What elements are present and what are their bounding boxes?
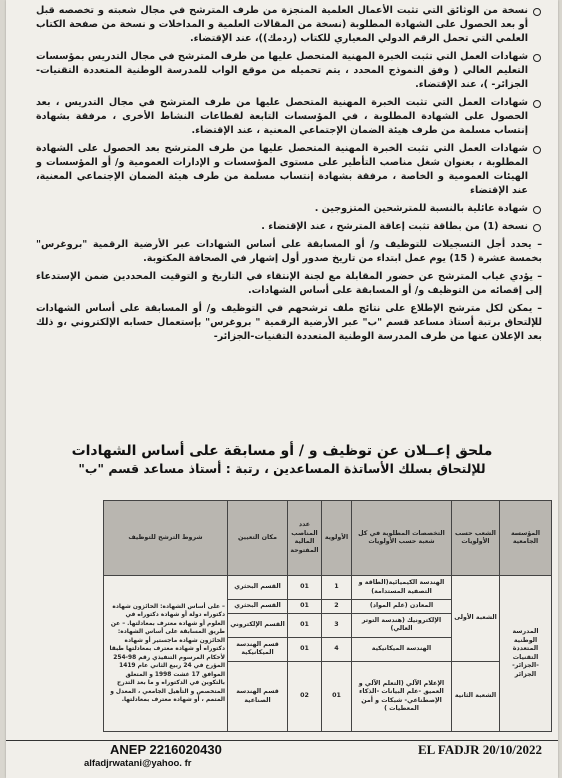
priority-cell: 2 [322,600,352,614]
institution-cell: المدرسة الوطنية المتعددة التقنيات -الجزائر- الجزائر [500,576,552,732]
header-specialties: التخصصات المطلوبة في كل شعبة حسب الأولويات [352,501,452,576]
anep-reference: ANEP 2216020430 [110,742,222,757]
announcement-body [36,4,542,348]
contact-email: alfadjrwatani@yahoo. fr [84,758,192,769]
header-field: الشعب حسب الأولويات [452,501,500,576]
posts-cell: 01 [288,613,322,637]
posts-cell: 01 [288,576,322,600]
positions-table [103,500,552,732]
priority-cell: 4 [322,637,352,661]
priority-cell: 1 [322,576,352,600]
newspaper-date: EL FADJR 20/10/2022 [418,742,542,757]
bullet-item: شهادات العمل التي تثبت الخبرة المهنية المتحصل عليها من طرف المترشح في مجال التدريس بمؤسسات التعليم العالي ( وفق النموذج المحدد ، يتم تحميله من موقع الواب للمدرسة الوطنية المتعددة التقنيات-الجزائر- )، عند الإقتضاء. [36,50,542,92]
header-priority: الأولوية [322,501,352,576]
bullet-item: شهادات العمل التي تثبت الخبرة المهنية المتحصل عليها من طرف المترشح بعد الحصول على الشهادة المطلوبة ، بعنوان شغل مناصب التأطير على مستوى المؤسسات و الإدارات العمومية و/ أو المؤسسات و الهيئات العمومية و الخاصة ، مرفقة بشهادة إنتساب مسلمة من طرف هيئة الضمان الإجتماعي المعنية، عند الإقتضاء [36,142,542,198]
specialty-cell: الهندسة الميكانيكية [352,637,452,661]
specialty-cell: المعادن (علم المواد) [352,600,452,614]
location-cell: القسم الإلكتروني [228,613,288,637]
page-footer [6,740,558,771]
paragraph: – يمكن لكل مترشح الإطلاع على نتائج ملف ترشحهم في التوظيف و/ أو المسابقة على أساس الشهادات للإلتحاق برتبة أستاذ مساعد قسم "ب" عبر الأرضية الرقمية " بروغرس" بإستعمال حسابه الإلكتروني ،و ذلك بعد الإعلان عنها من طرف المدرسة الوطنية المتعددة التقنيات-الجزائر- [36,303,542,342]
header-conditions: شروط الترشح للتوظيف [104,501,228,576]
newspaper-page [6,0,558,778]
priority-cell: 3 [322,613,352,637]
priority-cell: 01 [322,662,352,732]
bullet-item: شهادات العمل التي تثبت الخبرة المهنية المتحصل عليها من طرف المترشح في مجال التدريس ، بعد الحصول على الشهادة المطلوبة ، في المؤسسات التابعة لقطاعات النشاط الأخرى ، مرفقة بشهادة إنتساب مسلمة من طرف هيئة الضمان الإجتماعي المعنية ، عند الإقتضاء. [36,96,542,138]
annex-title [6,442,558,478]
field-cell: الشعبة الثانية [452,662,500,732]
location-cell: قسم الهندسة الميكانيكية [228,637,288,661]
location-cell: قسم الهندسة الصناعية [228,662,288,732]
paragraph: – يحدد أجل التسجيلات للتوظيف و/ أو المسابقة على أساس الشهادات عبر الأرضية الرقمية "بروغرس" بخمسة عشرة ( 15) يوم عمل ابتداء من تاريخ صدور أول إشهار في الصحافة المكتوبة. [36,239,542,264]
annex-title-line-1: ملحق إعــلان عن توظيف و / أو مسابقة على أساس الشهادات [71,443,493,459]
table-row [104,576,552,600]
posts-cell: 01 [288,637,322,661]
field-cell: الشعبة الأولى [452,576,500,662]
posts-cell: 02 [288,662,322,732]
annex-title-line-2: للإلتحاق بسلك الأساتذة المساعدين ، رتبة : أستاذ مساعد قسم "ب" [78,461,486,476]
posts-cell: 01 [288,600,322,614]
header-institution: المؤسسة الجامعية [500,501,552,576]
bullet-item: نسخة (1) من بطاقة تثبت إعاقة المترشح ، عند الإقتضاء . [36,220,542,234]
header-posts: عدد المناصب المالية المفتوحة [288,501,322,576]
bullet-item: شهادة عائلية بالنسبة للمترشحين المتزوجين . [36,202,542,216]
bullet-item: نسخة من الوثائق التي تثبت الأعمال العلمية المنجزة من طرف المترشح في مجال شعبته و تخصصه قبل أو بعد الحصول على الشهادة المطلوبة (نسخة من المقالات العلمية و المداخلات و نسخة من صفحة الكتاب العلمي التي تحمل الرقم الدولي المعياري للكتاب (ردمك))، عند الإقتضاء. [36,4,542,46]
location-cell: القسم البحثري [228,600,288,614]
header-location: مكان التعيين [228,501,288,576]
location-cell: القسم البحثري [228,576,288,600]
specialty-cell: الإعلام الآلي (التعلم الآلي و العميق -علم البيانات -الذكاء الإصطناعي- شبكات و أمن المعطيات ) [352,662,452,732]
paragraph: – يؤدي غياب المترشح عن حضور المقابلة مع لجنة الإنتقاء في التاريخ و التوقيت المحددين ضمن الإستدعاء إلى إقصائه من التوظيف و/ أو المسابقة على أساس الشهادات. [36,271,542,296]
table-header-row [104,501,552,576]
conditions-cell: – على أساس الشهادة: الحائزون شهادة دكتوراه دولة أو شهادة دكتوراه في العلوم أو شهادة معترف بمعادلتها. – عن طريق المسابقة على أساس الشهادة: الحائزون شهادة ماجستير أو شهادة دكتوراه أو شهادة معترف بمعادلتها طبقا لأحكام المرسوم التنفيذي رقم 98-254 المؤرخ في 24 ربيع الثاني عام 1419 الموافق 17 غشت 1998 و المتعلق بالتكوين في الدكتوراه و ما بعد التدرج المتخصص و التأهيل الجامعي ، المعدل و المتمم ، أو شهادة معترف بمعادلتها. [104,576,228,732]
specialty-cell: الهندسة الكيميائية(الطاقة و التصفية المستدامة) [352,576,452,600]
specialty-cell: الإلكترونيك (هندسة التوتر العالي) [352,613,452,637]
